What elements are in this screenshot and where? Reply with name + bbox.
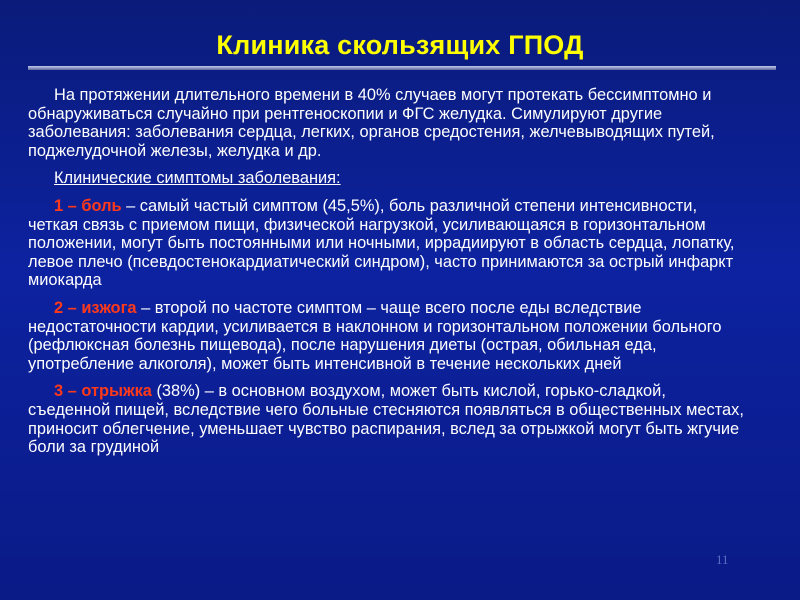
slide-title: Клиника скользящих ГПОД — [216, 30, 584, 60]
intro-paragraph: На протяжении длительного времени в 40% случаев могут протекать бессимптомно и обнаруживаться случайно при рентгеноскопии и ФГС желудка. Симулируют другие заболевания: заболевания сердца, легких, органов средостения, желчевыводящих путей, поджелудочной железы, желудка и др. — [28, 86, 715, 160]
symptoms-heading — [28, 169, 748, 188]
slide-body — [28, 86, 748, 466]
symptom-belching — [28, 382, 748, 456]
symptom-heartburn — [28, 299, 748, 373]
symptom-belching-label: 3 – отрыжка — [54, 382, 152, 401]
title-divider — [28, 66, 776, 70]
symptom-pain-text: – самый частый симптом (45,5%), боль различной степени интенсивности, четкая связь с приемом пищи, физической нагрузкой, усиливающаяся в горизонтальном положении, могут быть постоянными или ночными, иррадиируют в область сердца, лопатку, левое плечо (псевдостенокардиатический синдром), часто принимаются за острый инфаркт миокарда — [28, 196, 735, 290]
symptom-belching-text: (38%) – в основном воздухом, может быть кислой, горько-сладкой, съеденной пищей, вследствие чего больные стесняются появляться в общественных местах, приносит облегчение, уменьшает чувство распирания, вслед за отрыжкой могут быть жгучие боли за грудиной — [28, 382, 744, 457]
symptoms-heading-text: Клинические симптомы заболевания: — [54, 169, 341, 188]
page-number: 11 — [716, 552, 729, 567]
symptom-heartburn-text: – второй по частоте симптом – чаще всего после еды вследствие недостаточности кардии, усиливается в наклонном и горизонтальном положении больного (рефлюксная болезнь пищевода), после нарушения диеты (острая, обильная еда, употребление алкоголя), может быть интенсивной в течение нескольких дней — [28, 298, 722, 373]
symptom-heartburn-label: 2 – изжога — [54, 298, 137, 317]
symptom-pain-label: 1 – боль — [54, 196, 122, 215]
symptom-pain — [28, 197, 748, 290]
